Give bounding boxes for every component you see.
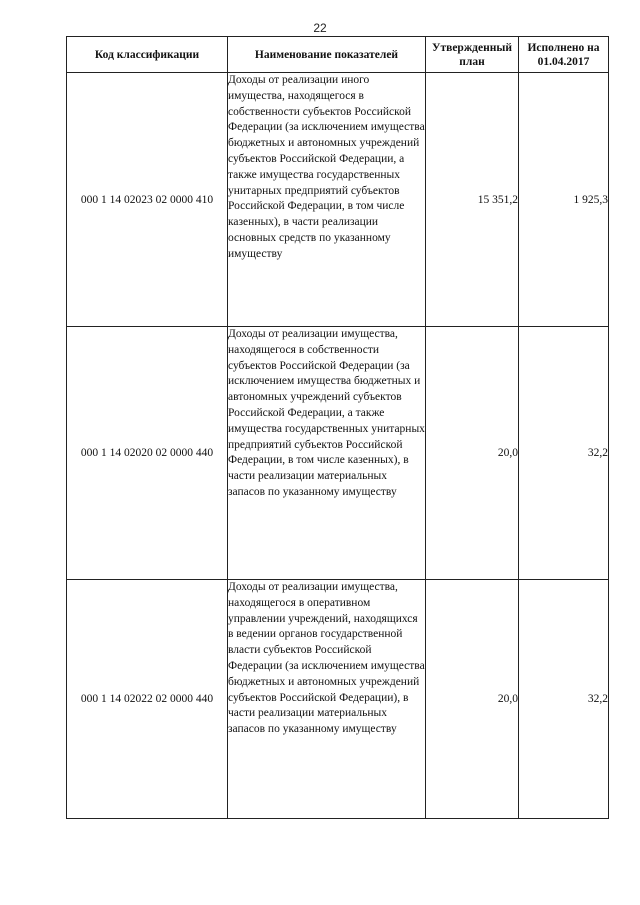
page-number: 22	[313, 21, 327, 35]
cell-name: Доходы от реализации имущества, находящегося в собственности субъектов Российской Федерации (за исключением имущества бюджетных и автономных учреждений субъектов Российской Федерации, а также имущества государственных унитарных предприятий субъектов Российской Федерации, в том числе казенных), в части реализации материальных запасов по указанному имуществу	[228, 327, 426, 580]
cell-done: 1 925,3	[519, 73, 609, 327]
revenue-table	[66, 36, 609, 819]
header-code: Код классификации	[67, 37, 228, 73]
cell-name: Доходы от реализации иного имущества, находящегося в собственности субъектов Российской Федерации (за исключением имущества бюджетных и автономных учреждений субъектов Российской Федерации, а также имущества государственных унитарных предприятий субъектов Российской Федерации, в том числе казенных), в части реализации основных средств по указанному имуществу	[228, 73, 426, 327]
table-row	[67, 327, 609, 580]
cell-done: 32,2	[519, 327, 609, 580]
cell-plan: 20,0	[426, 327, 519, 580]
cell-code: 000 1 14 02023 02 0000 410	[67, 73, 228, 327]
cell-code: 000 1 14 02022 02 0000 440	[67, 580, 228, 819]
cell-name: Доходы от реализации имущества, находящегося в оперативном управлении учреждений, находящихся в ведении органов государственной власти субъектов Российской Федерации (за исключением имущества бюджетных и автономных учреждений субъектов Российской Федерации), в части реализации материальных запасов по указанному имуществу	[228, 580, 426, 819]
cell-plan: 15 351,2	[426, 73, 519, 327]
table-header-row	[67, 37, 609, 73]
cell-done: 32,2	[519, 580, 609, 819]
table-row	[67, 580, 609, 819]
table-row	[67, 73, 609, 327]
header-name: Наименование показателей	[228, 37, 426, 73]
cell-code: 000 1 14 02020 02 0000 440	[67, 327, 228, 580]
cell-plan: 20,0	[426, 580, 519, 819]
header-plan: Утвержденный план	[426, 37, 519, 73]
header-done: Исполнено на 01.04.2017	[519, 37, 609, 73]
